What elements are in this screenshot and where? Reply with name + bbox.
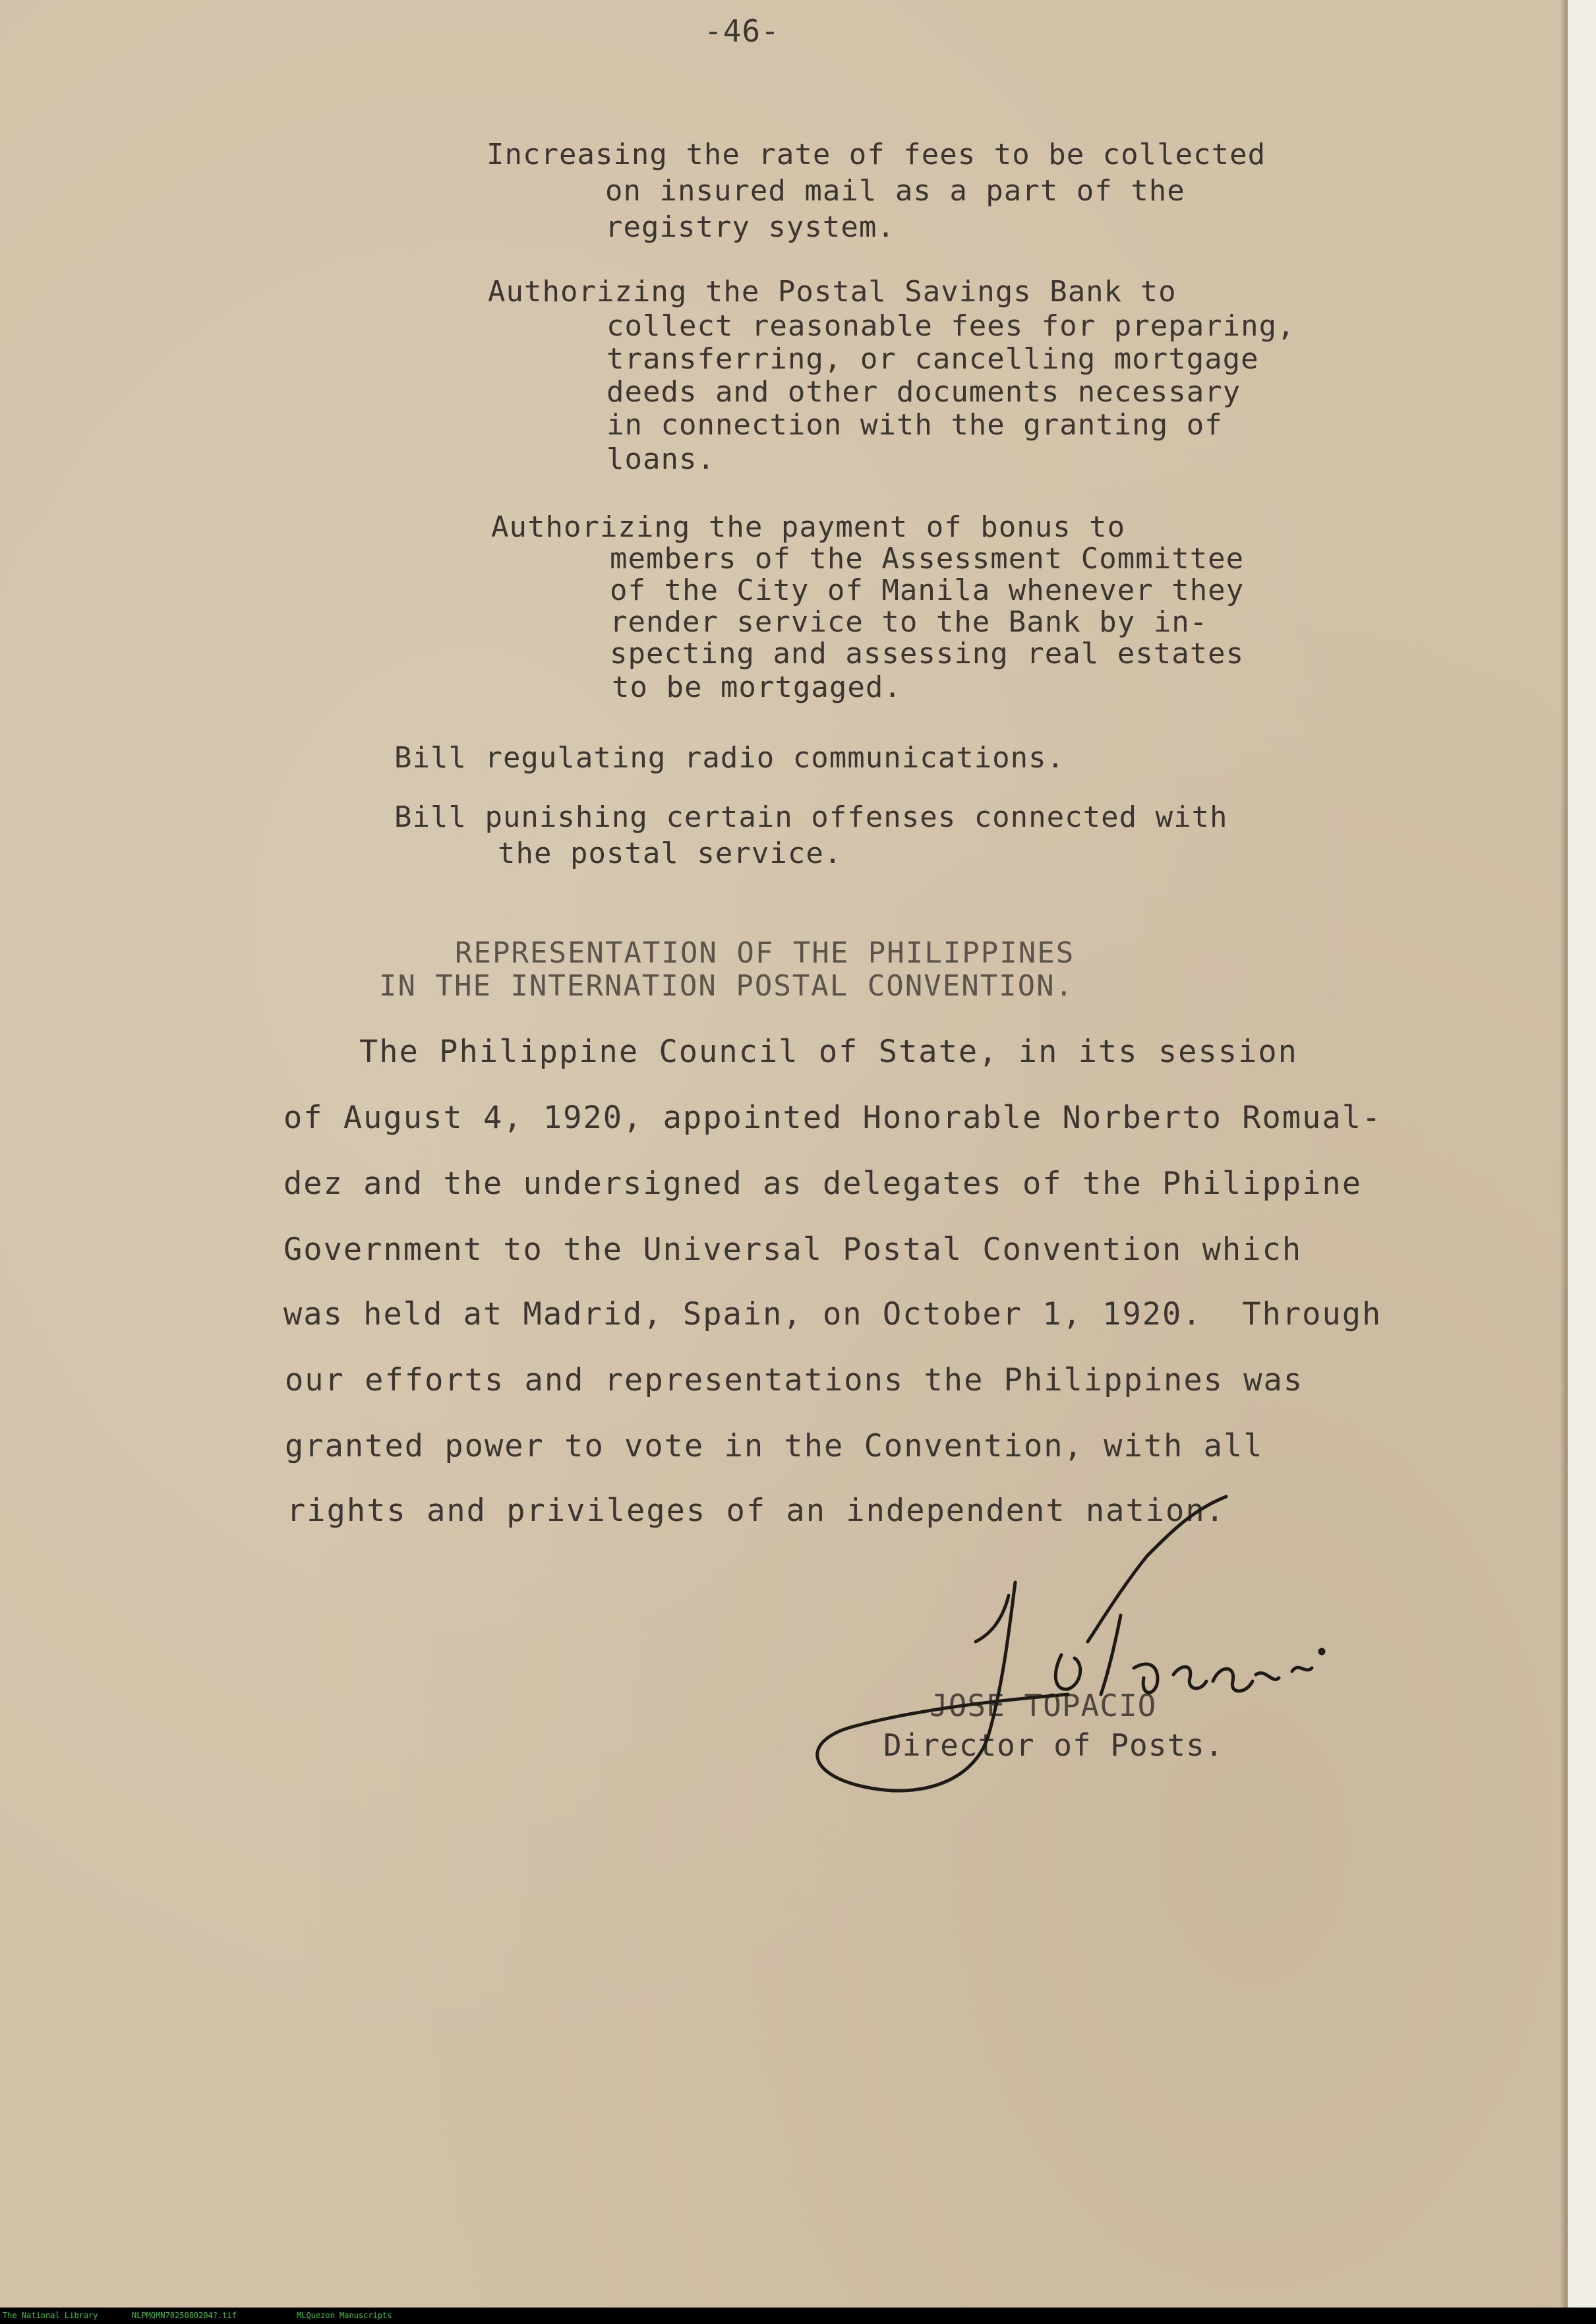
paragraph-line-8: rights and privileges of an independent nation. bbox=[287, 1493, 1226, 1529]
sub-item-2-line-2: collect reasonable fees for preparing, bbox=[606, 309, 1295, 343]
scan-right-margin bbox=[1568, 0, 1596, 2308]
sub-item-3-line-4: render service to the Bank by in- bbox=[610, 605, 1208, 639]
sub-item-3-line-2: members of the Assessment Committee bbox=[610, 542, 1245, 576]
bill-postal-line-2: the postal service. bbox=[498, 837, 842, 870]
paragraph-line-4: Government to the Universal Postal Convention which bbox=[283, 1232, 1303, 1268]
signatory-name: JOSE TOPACIO bbox=[930, 1688, 1157, 1723]
signatory-title: Director of Posts. bbox=[883, 1727, 1224, 1763]
handwritten-signature bbox=[791, 1516, 1351, 1826]
sub-item-3-line-6: to be mortgaged. bbox=[612, 670, 902, 704]
sub-item-2-line-4: deeds and other documents necessary bbox=[606, 375, 1241, 409]
bill-radio-line-1: Bill regulating radio communications. bbox=[394, 741, 1065, 775]
sub-item-2-line-5: in connection with the granting of bbox=[606, 408, 1223, 442]
sub-item-2-line-1: Authorizing the Postal Savings Bank to bbox=[488, 275, 1177, 309]
sub-item-1-line-1: Increasing the rate of fees to be collected bbox=[487, 138, 1266, 171]
bill-postal-line-1: Bill punishing certain offenses connected with bbox=[394, 800, 1228, 834]
page-number: -46- bbox=[704, 13, 780, 49]
section-heading-line-1: REPRESENTATION OF THE PHILIPPINES bbox=[455, 936, 1075, 970]
paragraph-line-6: our efforts and representations the Philippines was bbox=[285, 1362, 1304, 1398]
paragraph-line-5: was held at Madrid, Spain, on October 1, 1920. Through bbox=[283, 1296, 1382, 1332]
footer-library-label: The National Library bbox=[3, 2311, 98, 2320]
paragraph-line-2: of August 4, 1920, appointed Honorable Norberto Romual- bbox=[283, 1100, 1382, 1136]
sub-item-1-line-3: registry system. bbox=[605, 210, 895, 244]
paragraph-line-1: The Philippine Council of State, in its session bbox=[359, 1034, 1298, 1070]
sub-item-1-line-2: on insured mail as a part of the bbox=[605, 174, 1185, 208]
paragraph-line-7: granted power to vote in the Convention, with all bbox=[285, 1428, 1264, 1464]
page-edge-shadow bbox=[1560, 0, 1568, 2308]
sub-item-3-line-3: of the City of Manila whenever they bbox=[610, 574, 1245, 607]
scan-footer-bar bbox=[0, 2308, 1596, 2324]
sub-item-2-line-6: loans. bbox=[606, 442, 715, 476]
footer-collection-label: MLQuezon Manuscripts bbox=[297, 2311, 392, 2320]
sub-item-2-line-3: transferring, or cancelling mortgage bbox=[606, 342, 1259, 376]
paragraph-line-3: dez and the undersigned as delegates of the Philippine bbox=[283, 1166, 1363, 1202]
sub-item-3-line-1: Authorizing the payment of bonus to bbox=[491, 510, 1126, 544]
sub-item-3-line-5: specting and assessing real estates bbox=[610, 637, 1245, 670]
footer-file-label: NLPMQMN7025080204?.tif bbox=[132, 2311, 237, 2320]
section-heading-line-2: IN THE INTERNATION POSTAL CONVENTION. bbox=[379, 969, 1075, 1003]
